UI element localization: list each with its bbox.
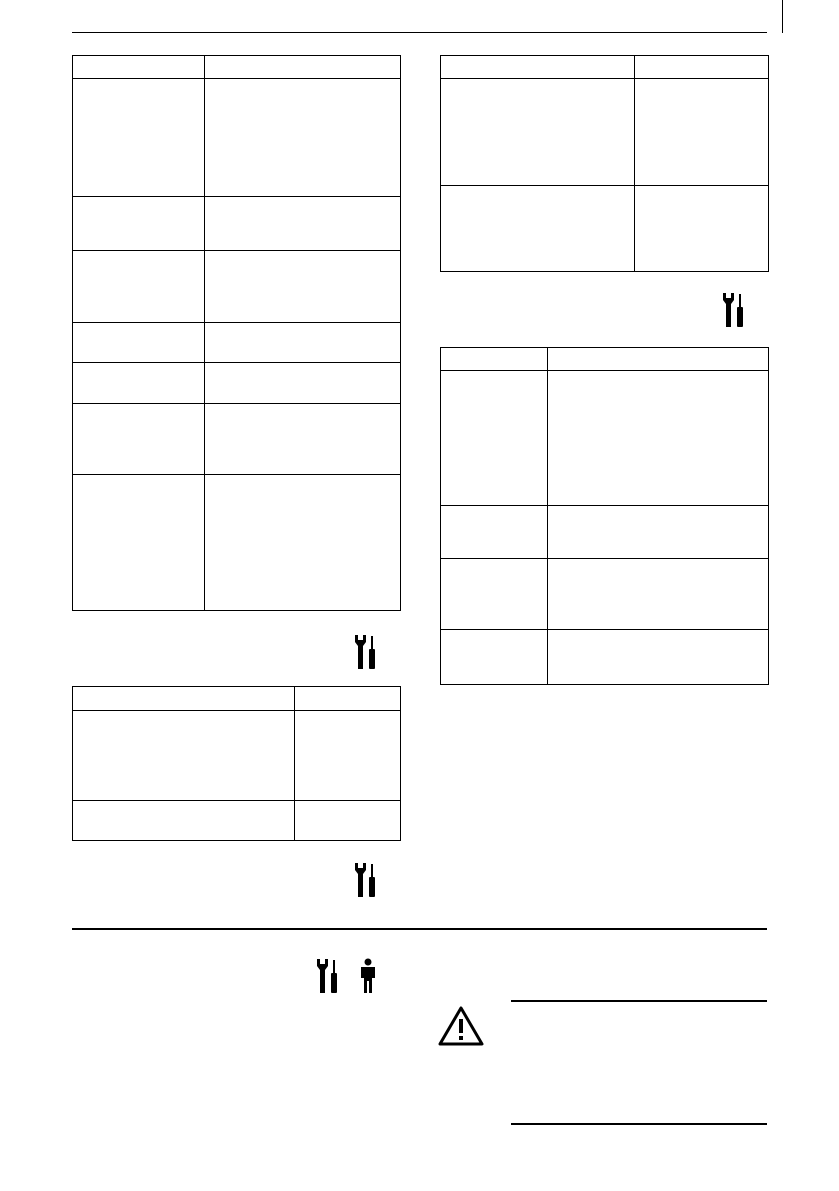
warning-bottom-rule [511, 1123, 767, 1125]
table-row [441, 79, 769, 186]
table-cell [635, 186, 769, 272]
table-cell [205, 56, 401, 79]
table-2 [72, 686, 401, 841]
table-cell [73, 475, 205, 611]
table-row [73, 363, 401, 404]
table-cell [295, 711, 401, 801]
table-cell [441, 506, 548, 559]
table-row [441, 559, 769, 630]
table-cell [441, 186, 635, 272]
table-cell [205, 404, 401, 475]
table-row [441, 371, 769, 506]
table-cell [548, 506, 769, 559]
table-row [441, 186, 769, 272]
table-cell [73, 404, 205, 475]
table-cell [73, 197, 205, 251]
table-cell [548, 559, 769, 630]
table-3 [440, 55, 769, 272]
table-cell [205, 79, 401, 197]
table-cell [73, 687, 295, 711]
table-row [73, 801, 401, 841]
table-row [441, 630, 769, 685]
table-row [73, 197, 401, 251]
table-cell [205, 251, 401, 323]
person-icon [358, 958, 378, 994]
table-row [441, 56, 769, 79]
table-cell [441, 348, 548, 371]
wrench-screwdriver-icon [314, 958, 340, 994]
table-cell [205, 323, 401, 363]
table-cell [205, 363, 401, 404]
table-row [441, 506, 769, 559]
table-cell [548, 371, 769, 506]
table-cell [73, 801, 295, 841]
table-row [73, 323, 401, 363]
table-cell [441, 56, 635, 79]
table-cell [548, 348, 769, 371]
table-row [73, 404, 401, 475]
table-cell [73, 711, 295, 801]
wrench-screwdriver-icon [352, 862, 378, 898]
table-4 [440, 347, 769, 685]
wrench-screwdriver-icon [352, 634, 378, 670]
top-rule [72, 32, 767, 33]
table-row [73, 79, 401, 197]
table-row [441, 348, 769, 371]
table-cell [295, 687, 401, 711]
warning-triangle-icon [437, 1005, 485, 1047]
table-cell [441, 559, 548, 630]
table-cell [73, 56, 205, 79]
table-cell [441, 79, 635, 186]
table-cell [295, 801, 401, 841]
table-cell [73, 79, 205, 197]
table-cell [441, 371, 548, 506]
table-1 [72, 55, 401, 611]
warning-top-rule [511, 1000, 767, 1002]
table-row [73, 56, 401, 79]
table-cell [548, 630, 769, 685]
table-cell [635, 79, 769, 186]
section-divider [72, 928, 767, 930]
table-cell [441, 630, 548, 685]
table-row [73, 251, 401, 323]
table-cell [205, 475, 401, 611]
wrench-screwdriver-icon [720, 292, 746, 328]
table-row [73, 711, 401, 801]
table-cell [73, 363, 205, 404]
top-rule-edge-mark [782, 0, 783, 33]
table-row [73, 475, 401, 611]
table-row [73, 687, 401, 711]
table-cell [205, 197, 401, 251]
table-cell [635, 56, 769, 79]
table-cell [73, 323, 205, 363]
table-cell [73, 251, 205, 323]
